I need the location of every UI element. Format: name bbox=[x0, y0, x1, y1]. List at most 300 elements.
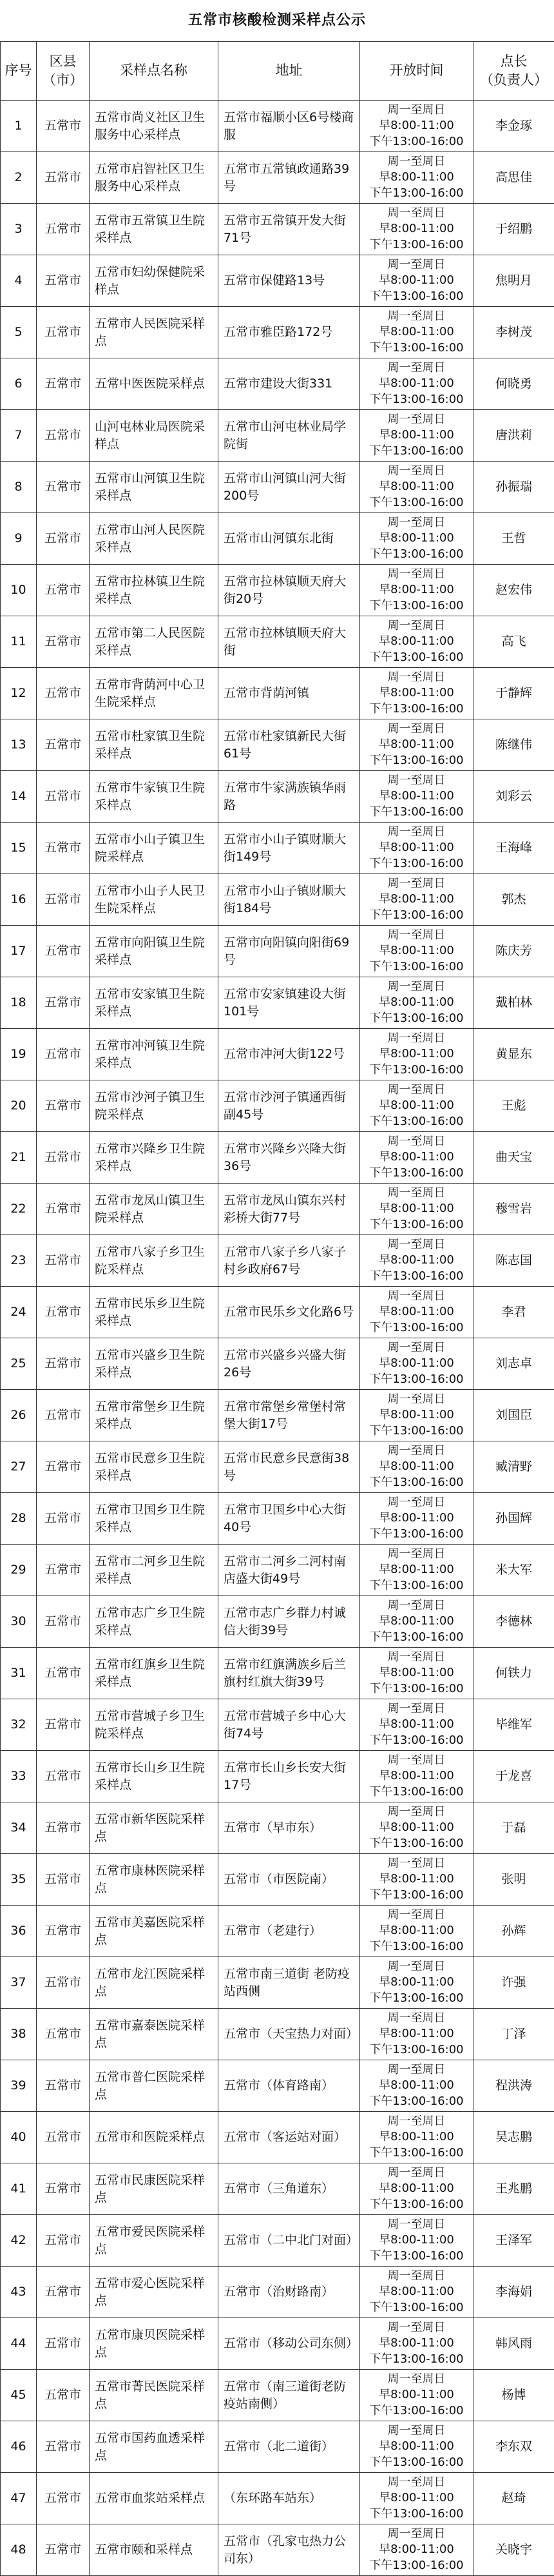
hours-line: 下午13:00-16:00 bbox=[363, 1372, 470, 1387]
hours-cell bbox=[360, 255, 473, 307]
table-row bbox=[1, 1596, 554, 1648]
table-row bbox=[1, 358, 554, 410]
site-name-cell: 五常市小山子人民卫生院采样点 bbox=[90, 874, 218, 926]
hours-cell bbox=[360, 1338, 473, 1390]
hours-cell bbox=[360, 513, 473, 565]
row-number: 16 bbox=[1, 874, 37, 926]
leader-cell: 李树茂 bbox=[473, 307, 554, 358]
hours-line: 周一至周日 bbox=[363, 515, 470, 531]
leader-cell: 赵宏伟 bbox=[473, 565, 554, 616]
row-number: 22 bbox=[1, 1184, 37, 1235]
district-cell: 五常市 bbox=[37, 1957, 90, 2009]
row-number: 20 bbox=[1, 1080, 37, 1132]
hours-line: 早8:00-11:00 bbox=[363, 737, 470, 752]
district-cell: 五常市 bbox=[37, 2009, 90, 2060]
district-cell: 五常市 bbox=[37, 2473, 90, 2524]
hours-cell bbox=[360, 668, 473, 719]
hours-line: 下午13:00-16:00 bbox=[363, 289, 470, 304]
hours-line: 周一至周日 bbox=[363, 618, 470, 634]
address-cell: 五常市拉林镇顺天府大街 bbox=[218, 616, 360, 668]
district-cell: 五常市 bbox=[37, 565, 90, 616]
hours-line: 周一至周日 bbox=[363, 154, 470, 170]
row-number: 39 bbox=[1, 2060, 37, 2112]
address-cell: 五常市山河镇东北街 bbox=[218, 513, 360, 565]
hours-line: 下午13:00-16:00 bbox=[363, 959, 470, 975]
hours-line: 早8:00-11:00 bbox=[363, 582, 470, 598]
table-row bbox=[1, 2267, 554, 2318]
hours-line: 周一至周日 bbox=[363, 1495, 470, 1510]
table-row bbox=[1, 2060, 554, 2112]
address-cell: 五常市沙河子镇通西街副45号 bbox=[218, 1080, 360, 1132]
hours-cell bbox=[360, 1906, 473, 1957]
hours-line: 周一至周日 bbox=[363, 928, 470, 943]
header-leader: 点长 （负责人） bbox=[473, 42, 554, 101]
site-name-cell: 五常市兴隆乡卫生院采样点 bbox=[90, 1132, 218, 1184]
hours-line: 早8:00-11:00 bbox=[363, 2387, 470, 2403]
hours-line: 早8:00-11:00 bbox=[363, 1923, 470, 1938]
hours-line: 下午13:00-16:00 bbox=[363, 1527, 470, 1542]
header-no: 序号 bbox=[1, 42, 37, 101]
address-cell: 五常市五常镇开发大街71号 bbox=[218, 204, 360, 255]
hours-cell bbox=[360, 1648, 473, 1699]
hours-line: 周一至周日 bbox=[363, 1443, 470, 1459]
row-number: 36 bbox=[1, 1906, 37, 1957]
district-cell: 五常市 bbox=[37, 2060, 90, 2112]
header-hours: 开放时间 bbox=[360, 42, 473, 101]
hours-cell bbox=[360, 2163, 473, 2215]
table-row bbox=[1, 152, 554, 204]
hours-line: 周一至周日 bbox=[363, 1856, 470, 1871]
district-cell: 五常市 bbox=[37, 1338, 90, 1390]
address-cell: 五常市（客运站对面） bbox=[218, 2112, 360, 2163]
address-cell: 五常市雅臣路172号 bbox=[218, 307, 360, 358]
site-name-cell: 五常市龙江医院采样点 bbox=[90, 1957, 218, 2009]
leader-cell: 唐洪莉 bbox=[473, 410, 554, 462]
site-name-cell: 五常市常堡乡卫生院采样点 bbox=[90, 1390, 218, 1441]
hours-line: 周一至周日 bbox=[363, 412, 470, 427]
table-row bbox=[1, 1545, 554, 1596]
address-cell: 五常市冲河大街122号 bbox=[218, 1029, 360, 1080]
row-number: 23 bbox=[1, 1235, 37, 1287]
leader-cell: 李君 bbox=[473, 1287, 554, 1338]
address-cell: 五常市长山乡长安大街17号 bbox=[218, 1751, 360, 1802]
leader-cell: 许强 bbox=[473, 1957, 554, 2009]
table-row bbox=[1, 2112, 554, 2163]
hours-line: 下午13:00-16:00 bbox=[363, 753, 470, 768]
district-cell: 五常市 bbox=[37, 513, 90, 565]
row-number: 44 bbox=[1, 2318, 37, 2370]
district-cell: 五常市 bbox=[37, 771, 90, 823]
leader-cell: 张明 bbox=[473, 1854, 554, 1906]
leader-cell: 高思佳 bbox=[473, 152, 554, 204]
address-cell: 五常市（二中北门对面） bbox=[218, 2215, 360, 2267]
table-row bbox=[1, 2370, 554, 2421]
hours-cell bbox=[360, 462, 473, 513]
district-cell: 五常市 bbox=[37, 1132, 90, 1184]
hours-line: 早8:00-11:00 bbox=[363, 170, 470, 185]
hours-line: 周一至周日 bbox=[363, 1959, 470, 1975]
row-number: 38 bbox=[1, 2009, 37, 2060]
site-name-cell: 五常市杜家镇卫生院采样点 bbox=[90, 719, 218, 771]
site-name-cell: 五常市第二人民医院采样点 bbox=[90, 616, 218, 668]
hours-line: 早8:00-11:00 bbox=[363, 1407, 470, 1423]
table-row bbox=[1, 771, 554, 823]
hours-line: 早8:00-11:00 bbox=[363, 273, 470, 288]
leader-cell: 何铁力 bbox=[473, 1648, 554, 1699]
address-cell: 五常市牛家满族镇华雨路 bbox=[218, 771, 360, 823]
hours-line: 下午13:00-16:00 bbox=[363, 1166, 470, 1181]
site-name-cell: 五常市普仁医院采样点 bbox=[90, 2060, 218, 2112]
hours-line: 下午13:00-16:00 bbox=[363, 650, 470, 665]
address-cell: 五常市兴隆乡兴隆大街36号 bbox=[218, 1132, 360, 1184]
hours-line: 周一至周日 bbox=[363, 1753, 470, 1768]
page-title: 五常市核酸检测采样点公示 bbox=[0, 0, 554, 41]
hours-cell bbox=[360, 204, 473, 255]
hours-line: 早8:00-11:00 bbox=[363, 685, 470, 701]
row-number: 29 bbox=[1, 1545, 37, 1596]
row-number: 26 bbox=[1, 1390, 37, 1441]
address-cell: 五常市（南三道街老防疫站南侧） bbox=[218, 2370, 360, 2421]
leader-cell: 刘彩云 bbox=[473, 771, 554, 823]
hours-line: 早8:00-11:00 bbox=[363, 1665, 470, 1681]
row-number: 32 bbox=[1, 1699, 37, 1751]
district-cell: 五常市 bbox=[37, 1751, 90, 1802]
hours-cell bbox=[360, 410, 473, 462]
row-number: 27 bbox=[1, 1441, 37, 1493]
hours-line: 早8:00-11:00 bbox=[363, 324, 470, 340]
hours-line: 周一至周日 bbox=[363, 721, 470, 737]
table-row bbox=[1, 1287, 554, 1338]
row-number: 15 bbox=[1, 823, 37, 874]
site-name-cell: 五常市沙河子镇卫生院采样点 bbox=[90, 1080, 218, 1132]
site-name-cell: 五常市尚义社区卫生服务中心采样点 bbox=[90, 101, 218, 152]
district-cell: 五常市 bbox=[37, 1235, 90, 1287]
hours-line: 早8:00-11:00 bbox=[363, 2336, 470, 2351]
hours-line: 下午13:00-16:00 bbox=[363, 1836, 470, 1851]
hours-line: 早8:00-11:00 bbox=[363, 2232, 470, 2248]
row-number: 18 bbox=[1, 977, 37, 1029]
site-name-cell: 五常市颐和采样点 bbox=[90, 2524, 218, 2576]
table-row bbox=[1, 410, 554, 462]
hours-line: 周一至周日 bbox=[363, 2011, 470, 2026]
hours-line: 下午13:00-16:00 bbox=[363, 2094, 470, 2109]
row-number: 42 bbox=[1, 2215, 37, 2267]
hours-line: 早8:00-11:00 bbox=[363, 479, 470, 494]
leader-cell: 高飞 bbox=[473, 616, 554, 668]
row-number: 8 bbox=[1, 462, 37, 513]
hours-cell bbox=[360, 1493, 473, 1545]
leader-cell: 孙国辉 bbox=[473, 1493, 554, 1545]
row-number: 4 bbox=[1, 255, 37, 307]
district-cell: 五常市 bbox=[37, 616, 90, 668]
hours-line: 下午13:00-16:00 bbox=[363, 2249, 470, 2264]
address-cell: 五常市龙凤山镇东兴村彩桥大街77号 bbox=[218, 1184, 360, 1235]
district-cell: 五常市 bbox=[37, 410, 90, 462]
hours-cell bbox=[360, 1287, 473, 1338]
hours-line: 周一至周日 bbox=[363, 876, 470, 892]
hours-line: 周一至周日 bbox=[363, 2372, 470, 2387]
address-cell: 五常市小山子镇财顺大街149号 bbox=[218, 823, 360, 874]
district-cell: 五常市 bbox=[37, 2318, 90, 2370]
district-cell: 五常市 bbox=[37, 1596, 90, 1648]
site-name-cell: 五常市冲河镇卫生院采样点 bbox=[90, 1029, 218, 1080]
hours-line: 早8:00-11:00 bbox=[363, 118, 470, 133]
header-address: 地址 bbox=[218, 42, 360, 101]
table-row bbox=[1, 462, 554, 513]
hours-line: 下午13:00-16:00 bbox=[363, 1888, 470, 1903]
site-name-cell: 五常市红旗乡卫生院采样点 bbox=[90, 1648, 218, 1699]
hours-line: 早8:00-11:00 bbox=[363, 376, 470, 391]
row-number: 21 bbox=[1, 1132, 37, 1184]
leader-cell: 陈继伟 bbox=[473, 719, 554, 771]
site-name-cell: 五常市山河人民医院采样点 bbox=[90, 513, 218, 565]
table-row bbox=[1, 823, 554, 874]
hours-line: 早8:00-11:00 bbox=[363, 2078, 470, 2093]
address-cell: 五常市（体育路南） bbox=[218, 2060, 360, 2112]
table-row bbox=[1, 2421, 554, 2473]
district-cell: 五常市 bbox=[37, 1699, 90, 1751]
hours-line: 下午13:00-16:00 bbox=[363, 547, 470, 562]
hours-cell bbox=[360, 2421, 473, 2473]
table-row bbox=[1, 2473, 554, 2524]
leader-cell: 戴柏林 bbox=[473, 977, 554, 1029]
district-cell: 五常市 bbox=[37, 874, 90, 926]
address-cell: 五常市红旗满族乡后兰旗村红旗大街39号 bbox=[218, 1648, 360, 1699]
hours-line: 早8:00-11:00 bbox=[363, 2129, 470, 2145]
site-name-cell: 五常市五常镇卫生院采样点 bbox=[90, 204, 218, 255]
leader-cell: 穆雪岩 bbox=[473, 1184, 554, 1235]
address-cell: 五常市南三道街 老防疫站西侧 bbox=[218, 1957, 360, 2009]
row-number: 46 bbox=[1, 2421, 37, 2473]
district-cell: 五常市 bbox=[37, 152, 90, 204]
district-cell: 五常市 bbox=[37, 926, 90, 977]
hours-line: 周一至周日 bbox=[363, 2114, 470, 2129]
hours-line: 下午13:00-16:00 bbox=[363, 2403, 470, 2419]
hours-line: 下午13:00-16:00 bbox=[363, 1269, 470, 1284]
hours-line: 周一至周日 bbox=[363, 2165, 470, 2181]
hours-line: 周一至周日 bbox=[363, 2320, 470, 2336]
hours-line: 早8:00-11:00 bbox=[363, 1562, 470, 1577]
district-cell: 五常市 bbox=[37, 1184, 90, 1235]
address-cell: 五常市（天宝热力对面） bbox=[218, 2009, 360, 2060]
district-cell: 五常市 bbox=[37, 1390, 90, 1441]
leader-cell: 郭杰 bbox=[473, 874, 554, 926]
site-name-cell: 五常市血浆站采样点 bbox=[90, 2473, 218, 2524]
leader-cell: 赵琦 bbox=[473, 2473, 554, 2524]
hours-cell bbox=[360, 2267, 473, 2318]
header-site-name: 采样点名称 bbox=[90, 42, 218, 101]
site-name-cell: 五常市志广乡卫生院采样点 bbox=[90, 1596, 218, 1648]
address-cell: 五常市（三角道东） bbox=[218, 2163, 360, 2215]
hours-cell bbox=[360, 1235, 473, 1287]
site-name-cell: 五常中医医院采样点 bbox=[90, 358, 218, 410]
leader-cell: 于静辉 bbox=[473, 668, 554, 719]
address-cell: 五常市（市医院南） bbox=[218, 1854, 360, 1906]
hours-cell bbox=[360, 823, 473, 874]
hours-line: 早8:00-11:00 bbox=[363, 1149, 470, 1165]
hours-cell bbox=[360, 152, 473, 204]
hours-line: 下午13:00-16:00 bbox=[363, 1062, 470, 1078]
site-name-cell: 五常市美嘉医院采样点 bbox=[90, 1906, 218, 1957]
hours-cell bbox=[360, 1545, 473, 1596]
hours-line: 周一至周日 bbox=[363, 1031, 470, 1046]
table-row bbox=[1, 1132, 554, 1184]
hours-line: 周一至周日 bbox=[363, 2269, 470, 2284]
address-cell: 五常市（老建行） bbox=[218, 1906, 360, 1957]
address-cell: 五常市保健路13号 bbox=[218, 255, 360, 307]
site-name-cell: 五常市拉林镇卫生院采样点 bbox=[90, 565, 218, 616]
row-number: 33 bbox=[1, 1751, 37, 1802]
site-name-cell: 五常市康贝医院采样点 bbox=[90, 2318, 218, 2370]
district-cell: 五常市 bbox=[37, 2524, 90, 2576]
hours-cell bbox=[360, 1080, 473, 1132]
hours-line: 下午13:00-16:00 bbox=[363, 1733, 470, 1748]
hours-line: 下午13:00-16:00 bbox=[363, 2145, 470, 2161]
leader-cell: 于磊 bbox=[473, 1802, 554, 1854]
table-row bbox=[1, 2524, 554, 2576]
address-cell: 五常市福顺小区6号楼商服 bbox=[218, 101, 360, 152]
hours-line: 下午13:00-16:00 bbox=[363, 1114, 470, 1129]
hours-cell bbox=[360, 1390, 473, 1441]
table-row bbox=[1, 719, 554, 771]
site-name-cell: 五常市妇幼保健院采样点 bbox=[90, 255, 218, 307]
hours-line: 周一至周日 bbox=[363, 1134, 470, 1149]
hours-line: 周一至周日 bbox=[363, 1392, 470, 1407]
table-row bbox=[1, 1906, 554, 1957]
leader-cell: 王兆鹏 bbox=[473, 2163, 554, 2215]
leader-cell: 吴志鹏 bbox=[473, 2112, 554, 2163]
site-name-cell: 五常市小山子镇卫生院采样点 bbox=[90, 823, 218, 874]
district-cell: 五常市 bbox=[37, 358, 90, 410]
row-number: 30 bbox=[1, 1596, 37, 1648]
hours-line: 下午13:00-16:00 bbox=[363, 1939, 470, 1955]
address-cell: 五常市（孔家屯热力公司东） bbox=[218, 2524, 360, 2576]
hours-line: 早8:00-11:00 bbox=[363, 1768, 470, 1784]
district-cell: 五常市 bbox=[37, 1441, 90, 1493]
hours-cell bbox=[360, 101, 473, 152]
table-row bbox=[1, 1854, 554, 1906]
hours-cell bbox=[360, 2009, 473, 2060]
district-cell: 五常市 bbox=[37, 1080, 90, 1132]
hours-line: 下午13:00-16:00 bbox=[363, 805, 470, 820]
address-cell: 五常市小山子镇财顺大街184号 bbox=[218, 874, 360, 926]
header-row bbox=[1, 42, 554, 101]
leader-cell: 于绍鹏 bbox=[473, 204, 554, 255]
hours-line: 周一至周日 bbox=[363, 257, 470, 273]
leader-cell: 米大军 bbox=[473, 1545, 554, 1596]
table-row bbox=[1, 1235, 554, 1287]
table-row bbox=[1, 565, 554, 616]
leader-cell: 刘志卓 bbox=[473, 1338, 554, 1390]
site-name-cell: 五常市新华医院采样点 bbox=[90, 1802, 218, 1854]
address-cell: 五常市卫国乡中心大街40号 bbox=[218, 1493, 360, 1545]
table-body bbox=[1, 101, 554, 2576]
row-number: 13 bbox=[1, 719, 37, 771]
row-number: 45 bbox=[1, 2370, 37, 2421]
site-name-cell: 五常市民康医院采样点 bbox=[90, 2163, 218, 2215]
row-number: 37 bbox=[1, 1957, 37, 2009]
district-cell: 五常市 bbox=[37, 204, 90, 255]
hours-cell bbox=[360, 1699, 473, 1751]
hours-line: 下午13:00-16:00 bbox=[363, 1991, 470, 2006]
district-cell: 五常市 bbox=[37, 1906, 90, 1957]
leader-cell: 刘国臣 bbox=[473, 1390, 554, 1441]
site-name-cell: 五常市和医院采样点 bbox=[90, 2112, 218, 2163]
address-cell: 五常市兴盛乡兴盛大街26号 bbox=[218, 1338, 360, 1390]
leader-cell: 曲天宝 bbox=[473, 1132, 554, 1184]
hours-line: 下午13:00-16:00 bbox=[363, 1578, 470, 1594]
district-cell: 五常市 bbox=[37, 1854, 90, 1906]
address-cell: 五常市背荫河镇 bbox=[218, 668, 360, 719]
hours-line: 周一至周日 bbox=[363, 360, 470, 376]
row-number: 7 bbox=[1, 410, 37, 462]
row-number: 9 bbox=[1, 513, 37, 565]
hours-cell bbox=[360, 2215, 473, 2267]
table-row bbox=[1, 1080, 554, 1132]
table-row bbox=[1, 1751, 554, 1802]
row-number: 1 bbox=[1, 101, 37, 152]
district-cell: 五常市 bbox=[37, 1802, 90, 1854]
hours-line: 早8:00-11:00 bbox=[363, 1201, 470, 1216]
address-cell: 五常市（治财路南） bbox=[218, 2267, 360, 2318]
address-cell: 五常市（早市东） bbox=[218, 1802, 360, 1854]
address-cell: 五常市志广乡群力村诚信大街39号 bbox=[218, 1596, 360, 1648]
leader-cell: 孙振瑞 bbox=[473, 462, 554, 513]
row-number: 35 bbox=[1, 1854, 37, 1906]
leader-cell: 李德林 bbox=[473, 1596, 554, 1648]
hours-cell bbox=[360, 1596, 473, 1648]
address-cell: 五常市民意乡民意街38号 bbox=[218, 1441, 360, 1493]
leader-cell: 臧清野 bbox=[473, 1441, 554, 1493]
hours-line: 早8:00-11:00 bbox=[363, 892, 470, 907]
row-number: 34 bbox=[1, 1802, 37, 1854]
hours-line: 下午13:00-16:00 bbox=[363, 1320, 470, 1336]
leader-cell: 关晓宇 bbox=[473, 2524, 554, 2576]
table-row bbox=[1, 204, 554, 255]
table-header bbox=[1, 42, 554, 101]
site-name-cell: 五常市二河乡卫生院采样点 bbox=[90, 1545, 218, 1596]
address-cell: 五常市拉林镇顺天府大街20号 bbox=[218, 565, 360, 616]
hours-cell bbox=[360, 1132, 473, 1184]
hours-line: 早8:00-11:00 bbox=[363, 1253, 470, 1268]
hours-line: 周一至周日 bbox=[363, 1547, 470, 1562]
hours-line: 下午13:00-16:00 bbox=[363, 2506, 470, 2522]
hours-line: 早8:00-11:00 bbox=[363, 788, 470, 804]
hours-line: 早8:00-11:00 bbox=[363, 2439, 470, 2454]
hours-line: 周一至周日 bbox=[363, 1340, 470, 1356]
table-row bbox=[1, 926, 554, 977]
table-row bbox=[1, 616, 554, 668]
address-cell: （东环路车站东） bbox=[218, 2473, 360, 2524]
hours-line: 早8:00-11:00 bbox=[363, 2026, 470, 2042]
hours-line: 早8:00-11:00 bbox=[363, 1046, 470, 1062]
hours-cell bbox=[360, 2370, 473, 2421]
hours-cell bbox=[360, 565, 473, 616]
district-cell: 五常市 bbox=[37, 2267, 90, 2318]
hours-line: 早8:00-11:00 bbox=[363, 1356, 470, 1371]
row-number: 11 bbox=[1, 616, 37, 668]
site-name-cell: 五常市卫国乡卫生院采样点 bbox=[90, 1493, 218, 1545]
hours-line: 早8:00-11:00 bbox=[363, 943, 470, 959]
district-cell: 五常市 bbox=[37, 462, 90, 513]
row-number: 14 bbox=[1, 771, 37, 823]
hours-line: 下午13:00-16:00 bbox=[363, 2455, 470, 2470]
row-number: 47 bbox=[1, 2473, 37, 2524]
site-name-cell: 五常市龙凤山镇卫生院采样点 bbox=[90, 1184, 218, 1235]
site-name-cell: 五常市山河镇卫生院采样点 bbox=[90, 462, 218, 513]
hours-line: 下午13:00-16:00 bbox=[363, 2042, 470, 2058]
leader-cell: 李东双 bbox=[473, 2421, 554, 2473]
